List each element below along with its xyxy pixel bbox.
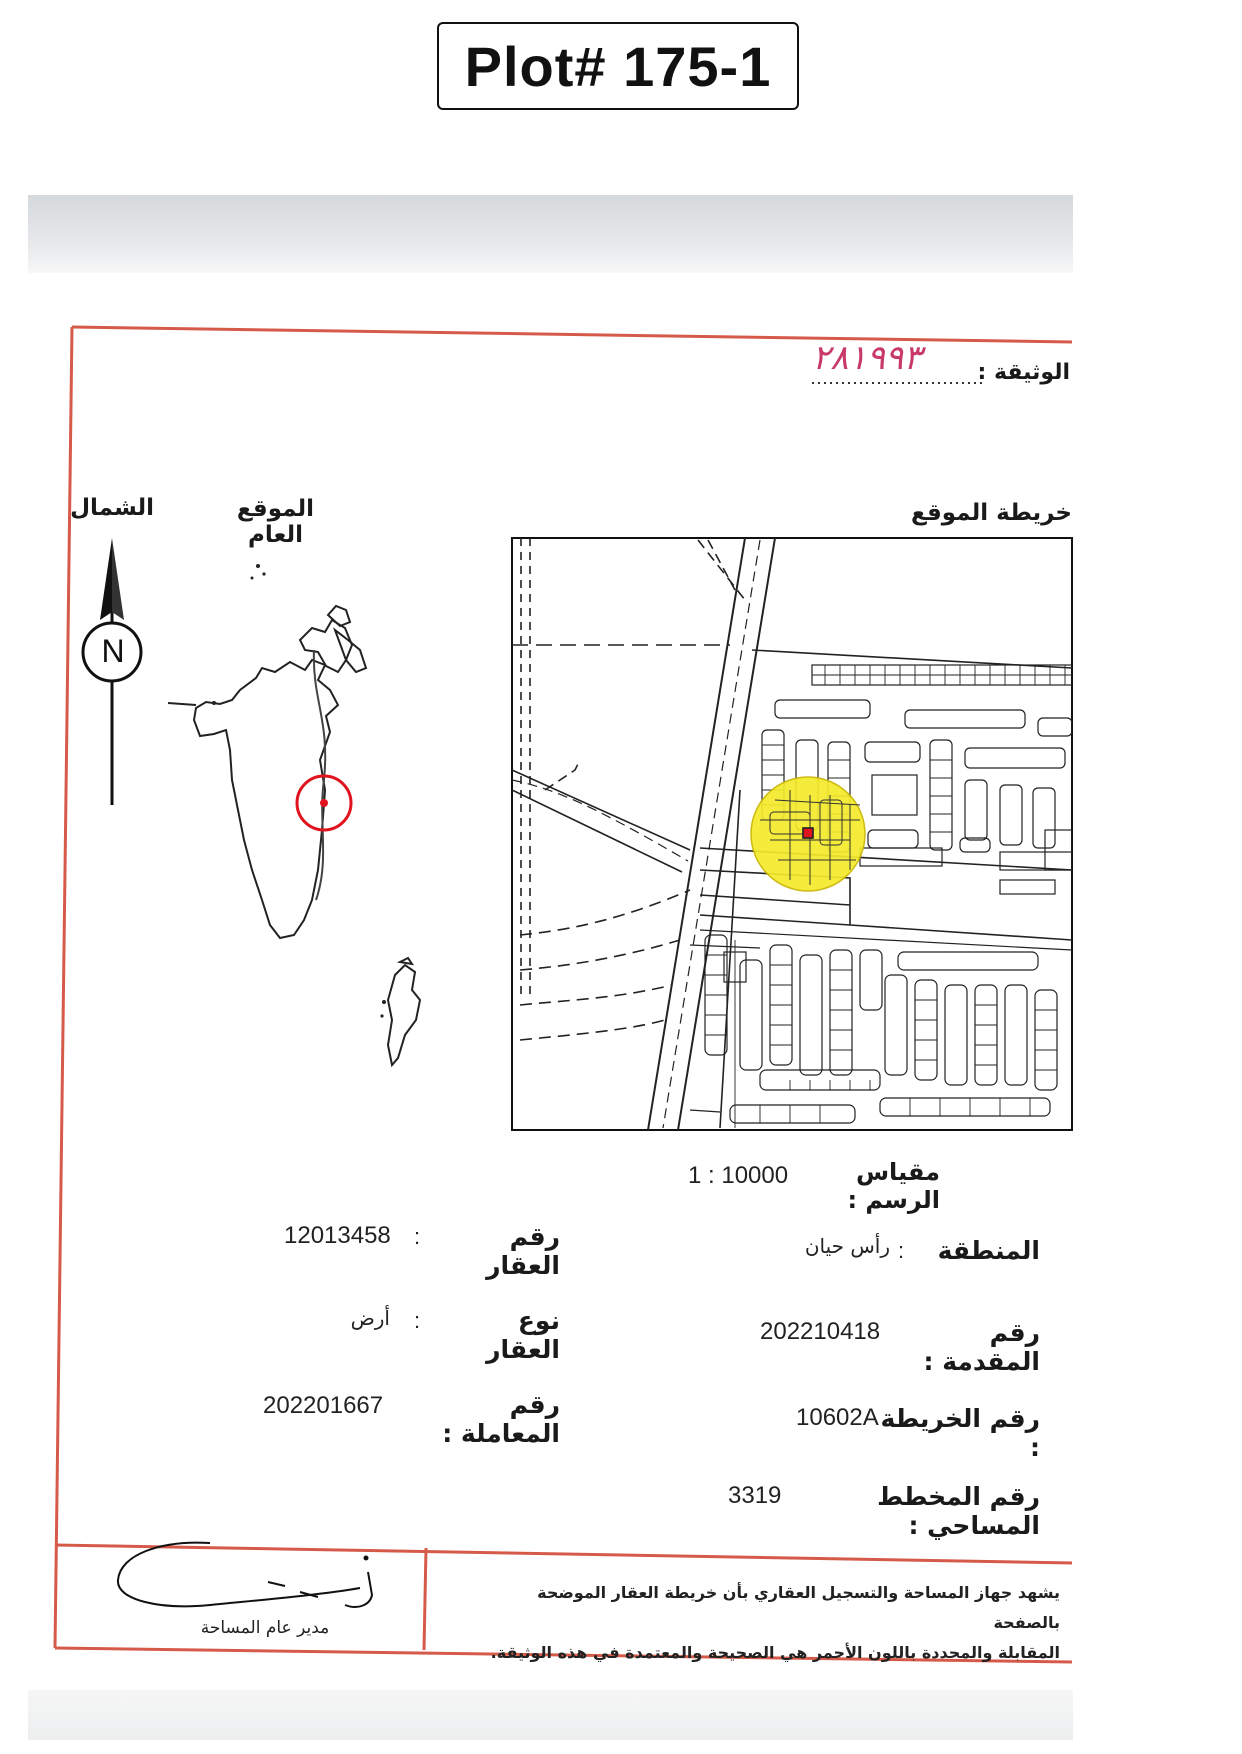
site-map — [512, 538, 1074, 1130]
north-letter: N — [101, 633, 125, 669]
property-number-value: 12013458 — [284, 1222, 391, 1249]
transaction-number-label: رقم المعاملة : — [442, 1390, 560, 1448]
certification-text — [470, 1578, 1060, 1668]
transaction-number-value: 202201667 — [263, 1392, 384, 1419]
area-value: رأس حيان — [804, 1234, 890, 1258]
certification-line-2: المقابلة والمحددة باللون الأحمر هي الصحيحة والمعتمدة في هذه الوثيقة. — [490, 1643, 1060, 1662]
scale-label: مقياس الرسم : — [847, 1158, 940, 1214]
north-arrow-icon — [83, 538, 141, 805]
property-type-label: نوع العقار — [486, 1306, 560, 1364]
application-number-label: رقم المقدمة : — [923, 1318, 1040, 1376]
survey-plan-value: 3319 — [728, 1482, 782, 1509]
property-type-value: أرض — [350, 1306, 390, 1330]
plot-title: Plot# 175-1 — [464, 34, 772, 98]
signature — [118, 1543, 372, 1607]
map-number-value: 10602A — [796, 1404, 879, 1431]
site-map-label: خريطة الموقع — [910, 500, 1072, 526]
property-number-label: رقم العقار — [486, 1222, 560, 1280]
general-location-label: الموقع العام — [236, 496, 315, 548]
handwritten-doc-number: ٢٨١٩٩٣ — [812, 338, 922, 378]
certification-line-1: يشهد جهاز المساحة والتسجيل العقاري بأن خريطة العقار الموضحة بالصفحة — [537, 1583, 1060, 1632]
country-outline-map — [168, 606, 420, 1065]
signatory-title: مدير عام المساحة — [200, 1618, 330, 1638]
application-number-value: 202210418 — [760, 1318, 881, 1345]
north-label: الشمال — [70, 495, 154, 521]
survey-plan-label: رقم المخطط المساحي : — [877, 1482, 1040, 1540]
scale-value: 1 : 10000 — [688, 1162, 789, 1189]
doc-label: الوثيقة : — [977, 360, 1070, 385]
map-number-label: رقم الخريطة : — [880, 1404, 1040, 1462]
area-label: المنطقة — [937, 1236, 1040, 1265]
